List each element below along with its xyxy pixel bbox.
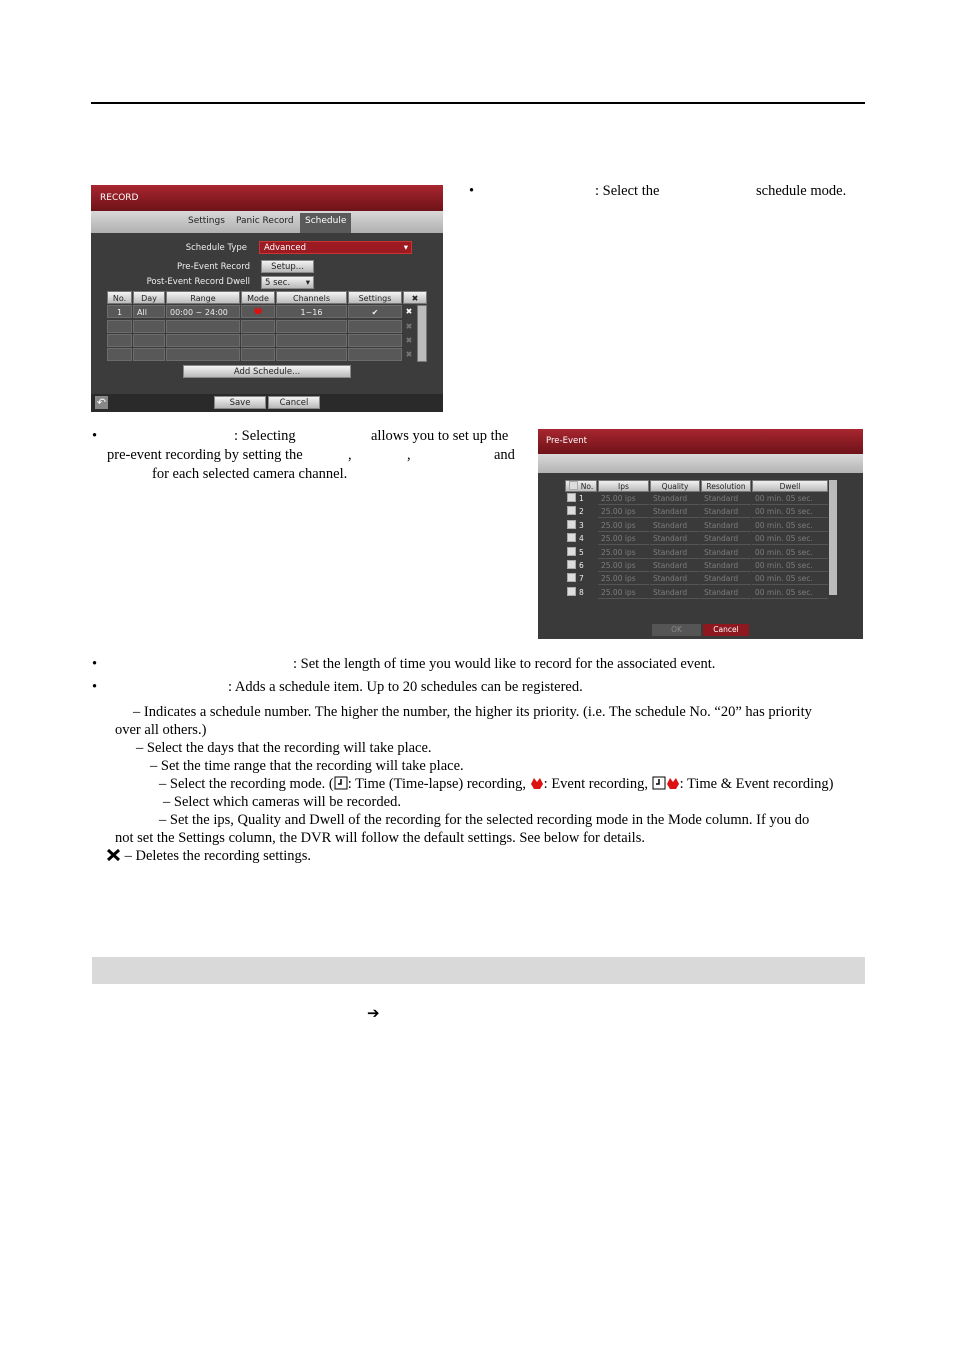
settings-desc-b: not set the Settings column, the DVR will follow the default settings. See below for details. [115,830,645,846]
row1-channels[interactable]: 1~16 [276,305,347,318]
mode-desc [159,776,833,793]
pre-event-desc-1a: : Selecting [234,428,296,444]
pre-row-ips-value: 25.00 ips [601,507,636,517]
col-day: Day [133,291,165,304]
pre-row-ips[interactable] [598,506,649,518]
pre-row-resolution[interactable] [701,493,751,505]
pre-event-dialog [538,429,863,639]
add-schedule-desc: : Adds a schedule item. Up to 20 schedules can be registered. [228,679,583,695]
pre-row-resolution-value: Standard [704,534,739,544]
time-recording-icon [652,776,666,790]
schedule-type-select[interactable] [259,241,412,254]
delete-row-icon: ✖ [405,336,413,345]
pre-row-ips-value: 25.00 ips [601,494,636,503]
pre-event-label: Pre-Event Record [176,262,250,272]
pre-row-no[interactable] [565,533,597,545]
delete-all-icon[interactable]: ✖ [403,291,427,304]
pre-row-quality-value: Standard [653,534,688,544]
delete-row-icon: ✖ [405,350,413,359]
pre-col-no[interactable] [565,480,597,492]
post-event-label: Post-Event Record Dwell [146,277,250,287]
mode-desc-c: : Event recording, [543,776,648,792]
record-tabs [91,211,443,233]
pre-row-dwell-value: 00 min. 05 sec. [755,587,813,597]
pre-row-no[interactable] [565,587,597,599]
checkbox-icon[interactable] [567,506,576,515]
col-range: Range [166,291,240,304]
pre-row-no[interactable] [565,560,597,572]
add-schedule-button[interactable]: Add Schedule... [183,365,351,378]
pre-row-quality[interactable] [650,587,700,599]
checkbox-icon[interactable] [567,560,576,569]
event-recording-icon [253,306,263,315]
pre-row-quality[interactable] [650,520,700,532]
pre-row-quality[interactable] [650,547,700,559]
pre-col-no-label: No. [580,482,594,491]
pre-col-dwell[interactable]: Dwell [752,480,828,492]
pre-row-dwell[interactable] [752,520,828,532]
empty-row-cell [166,320,240,333]
pre-row-resolution[interactable] [701,533,751,545]
pre-row-dwell-value: 00 min. 05 sec. [755,534,813,544]
pre-row-ips-value: 25.00 ips [601,547,636,557]
pre-row-no[interactable] [565,573,597,585]
mode-desc-a: – Select the recording mode. ( [159,776,334,792]
pre-row-resolution-value: Standard [704,494,739,503]
pre-row-quality[interactable] [650,493,700,505]
delete-row-icon: ✖ [405,322,413,331]
pre-row-dwell-value: 00 min. 05 sec. [755,574,813,584]
pre-event-title-bar [538,429,863,454]
empty-row-cell [133,348,165,361]
pre-row-dwell[interactable] [752,587,828,599]
checkbox-icon [569,481,578,490]
pre-row-ips[interactable] [598,520,649,532]
pre-row-dwell[interactable] [752,560,828,572]
bullet: • [92,679,98,695]
empty-row-cell [107,334,132,347]
save-button[interactable]: Save [214,396,266,409]
pre-row-quality-value: Standard [653,547,688,557]
pre-row-quality-value: Standard [653,507,688,517]
day-desc: – Select the days that the recording will take place. [136,740,432,756]
settings-desc-a: – Set the ips, Quality and Dwell of the recording for the selected recording mode in the Mode column. If you do [159,812,810,828]
pre-row-ips[interactable] [598,493,649,505]
pre-row-ips[interactable] [598,547,649,559]
pre-row-no[interactable] [565,520,597,532]
delete-row-icon[interactable]: ✖ [405,307,413,316]
empty-row-cell [241,334,275,347]
bullet: • [92,428,98,444]
checkbox-icon[interactable] [567,493,576,502]
pre-row-no-value: 8 [579,587,584,597]
record-bottom-bar [91,394,443,412]
pre-cancel-button[interactable]: Cancel [703,624,749,636]
pre-col-ips[interactable]: Ips [598,480,649,492]
pre-event-desc-3: for each selected camera channel. [152,466,348,482]
checkbox-icon[interactable] [567,587,576,596]
pre-row-no-value: 7 [579,574,584,584]
col-no: No. [107,291,132,304]
tab-settings[interactable]: Settings [188,216,225,226]
schedule-type-value: Advanced [264,243,306,253]
bullet: • [92,656,98,672]
event-recording-icon [666,776,680,790]
pre-row-resolution-value: Standard [704,547,739,557]
pre-row-no-value: 4 [579,534,584,544]
empty-row-cell [276,334,347,347]
pre-row-quality-value: Standard [653,494,688,503]
empty-row-cell [133,334,165,347]
range-desc: – Set the time range that the recording will take place. [150,758,464,774]
pre-row-resolution[interactable] [701,573,751,585]
pre-col-quality[interactable]: Quality [650,480,700,492]
checkbox-icon[interactable] [567,520,576,529]
pre-row-ips-value: 25.00 ips [601,587,636,597]
pre-row-quality-value: Standard [653,520,688,530]
record-title: RECORD [100,193,139,203]
pre-row-ips[interactable] [598,560,649,572]
tab-panic-record[interactable]: Panic Record [236,216,294,226]
post-dwell-desc: : Set the length of time you would like to record for the associated event. [293,656,716,672]
tab-schedule[interactable]: Schedule [300,213,351,233]
setup-button[interactable]: Setup... [261,260,314,273]
pre-row-dwell[interactable] [752,573,828,585]
schedule-type-desc-a: : Select the [595,183,660,199]
pre-row-ips-value: 25.00 ips [601,561,636,570]
pre-row-resolution[interactable] [701,506,751,518]
record-dialog [91,185,443,412]
pre-row-dwell[interactable] [752,506,828,518]
col-channels: Channels [276,291,347,304]
pre-row-resolution-value: Standard [704,574,739,584]
schedule-type-desc-b: schedule mode. [756,183,847,199]
pre-row-dwell[interactable] [752,547,828,559]
row1-range[interactable]: 00:00 ~ 24:00 [166,305,240,318]
post-event-dwell-value: 5 sec. [265,278,291,288]
empty-row-cell [276,348,347,361]
arrow-icon: ➔ [367,1006,380,1022]
pre-event-desc-1b: allows you to set up the [371,428,509,444]
checkbox-icon[interactable] [567,547,576,556]
post-event-dwell-select[interactable] [261,276,314,289]
record-title-bar [91,185,443,211]
row1-no: 1 [107,305,132,318]
pre-row-quality[interactable] [650,573,700,585]
no-desc-b: over all others.) [115,722,207,738]
empty-row-cell [107,348,132,361]
pre-row-dwell-value: 00 min. 05 sec. [755,561,813,570]
pre-row-no[interactable] [565,506,597,518]
pre-event-toolbar [538,454,863,473]
delete-icon [106,848,121,862]
chevron-down-icon: ▾ [403,243,408,253]
row1-settings[interactable]: ✔ [348,305,402,318]
pre-row-ips-value: 25.00 ips [601,534,636,544]
checkbox-icon[interactable] [567,573,576,582]
pre-row-dwell-value: 00 min. 05 sec. [755,494,813,503]
pre-row-quality-value: Standard [653,587,688,597]
section-bar [92,957,865,984]
scrollbar[interactable] [417,305,427,362]
empty-row-cell [241,348,275,361]
empty-row-cell [166,334,240,347]
pre-row-no[interactable] [565,547,597,559]
pre-row-quality[interactable] [650,533,700,545]
pre-row-no-value: 3 [579,520,584,530]
pre-event-title: Pre-Event [546,436,587,446]
pre-event-desc-2a: pre-event recording by setting the [107,447,303,463]
pre-row-resolution[interactable] [701,520,751,532]
checkbox-icon[interactable] [567,533,576,542]
empty-row-cell [241,320,275,333]
pre-event-desc-2d: and [494,447,515,463]
pre-row-quality[interactable] [650,560,700,572]
row1-day[interactable]: All [133,305,165,318]
pre-row-dwell[interactable] [752,533,828,545]
pre-row-dwell[interactable] [752,493,828,505]
empty-row-cell [133,320,165,333]
chevron-down-icon: ▾ [305,278,310,288]
pre-row-no-value: 5 [579,547,584,557]
empty-row-cell [166,348,240,361]
empty-row-cell [107,320,132,333]
pre-col-resolution[interactable]: Resolution [701,480,751,492]
pre-row-ips[interactable] [598,533,649,545]
pre-row-ips-value: 25.00 ips [601,574,636,584]
pre-row-resolution[interactable] [701,560,751,572]
schedule-type-label: Schedule Type [185,243,247,253]
ok-button[interactable]: OK [652,624,701,636]
pre-row-no-value: 1 [579,494,584,503]
col-mode: Mode [241,291,275,304]
pre-event-desc-2c: , [407,447,411,463]
no-desc-text: – Indicates a schedule number. The higher the number, the higher its priority. (i.e. The schedule No. “20” has priority [133,704,812,720]
pre-row-resolution[interactable] [701,587,751,599]
event-recording-icon [530,776,544,790]
delete-desc-text: – Deletes the recording settings. [124,848,312,864]
pre-row-quality-value: Standard [653,561,688,570]
pre-row-quality-value: Standard [653,574,688,584]
no-desc-a [133,704,812,721]
pre-event-desc-2b: , [348,447,352,463]
back-icon[interactable]: ↶ [96,396,107,409]
pre-row-no-value: 6 [579,561,584,570]
empty-row-cell [348,334,402,347]
pre-row-no[interactable] [565,493,597,505]
time-recording-icon [334,776,348,790]
pre-row-ips-value: 25.00 ips [601,520,636,530]
pre-row-resolution-value: Standard [704,561,739,570]
pre-scrollbar[interactable] [829,480,837,595]
channels-desc: – Select which cameras will be recorded. [163,794,401,810]
pre-row-dwell-value: 00 min. 05 sec. [755,507,813,517]
pre-row-no-value: 2 [579,507,584,517]
pre-row-ips[interactable] [598,573,649,585]
pre-row-dwell-value: 00 min. 05 sec. [755,547,813,557]
col-settings: Settings [348,291,402,304]
empty-row-cell [348,320,402,333]
mode-desc-b: : Time (Time-lapse) recording, [347,776,527,792]
pre-row-resolution[interactable] [701,547,751,559]
empty-row-cell [276,320,347,333]
bullet: • [469,183,475,199]
row1-mode[interactable] [241,305,275,318]
header-rule [91,102,865,104]
cancel-button[interactable]: Cancel [268,396,320,409]
empty-row-cell [348,348,402,361]
mode-desc-d: : Time & Event recording) [679,776,834,792]
pre-row-resolution-value: Standard [704,520,739,530]
pre-row-dwell-value: 00 min. 05 sec. [755,520,813,530]
pre-row-resolution-value: Standard [704,507,739,517]
pre-row-quality[interactable] [650,506,700,518]
pre-row-resolution-value: Standard [704,587,739,597]
pre-row-ips[interactable] [598,587,649,599]
delete-desc [106,848,311,865]
